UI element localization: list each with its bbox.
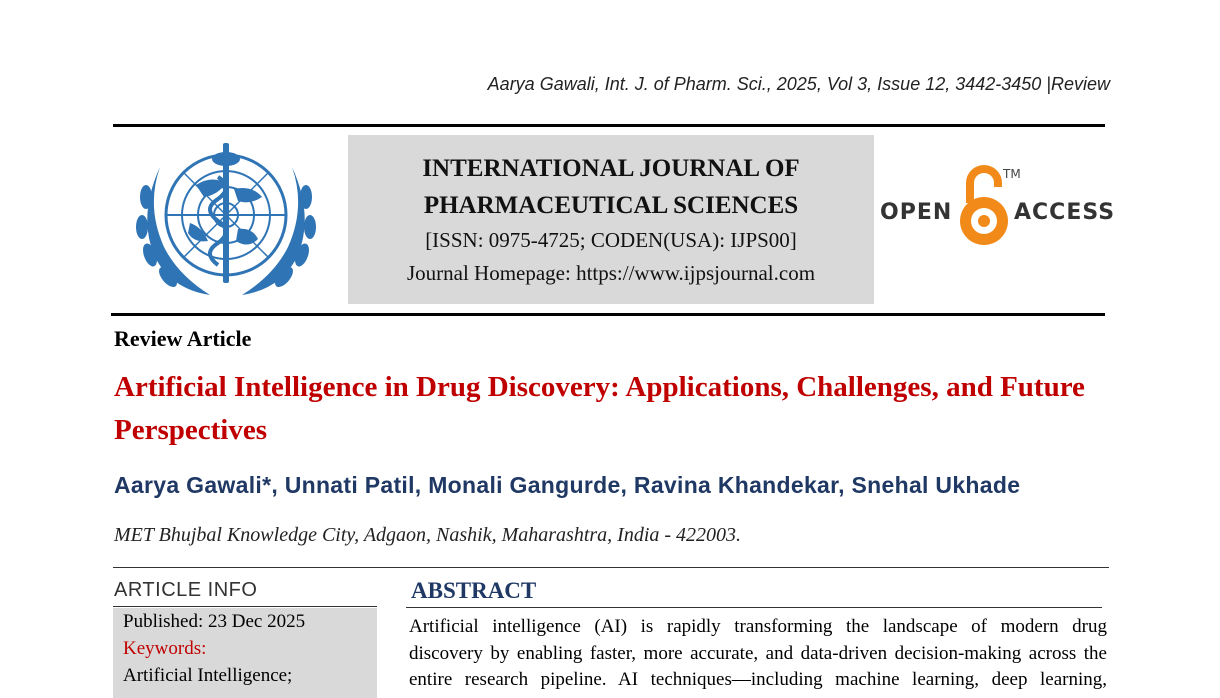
trademark-mark: TM <box>1003 167 1021 181</box>
keyword-item: Artificial Intelligence; <box>123 665 293 686</box>
journal-name-line2: PHARMACEUTICAL SCIENCES <box>423 192 799 219</box>
keywords-label: Keywords: <box>123 638 207 659</box>
article-info-box <box>113 608 377 698</box>
header-rule-top <box>113 124 1105 127</box>
author-affiliation: MET Bhujbal Knowledge City, Adgaon, Nashik, Maharashtra, India - 422003. <box>114 524 742 546</box>
journal-logo-icon <box>126 137 326 307</box>
article-info-underline <box>113 606 377 607</box>
journal-homepage-link[interactable]: Journal Homepage: https://www.ijpsjournal.com <box>406 261 816 285</box>
abstract-line: entire research pipeline. AI techniques—including machine learning, deep learning, <box>409 669 1107 690</box>
published-date: Published: 23 Dec 2025 <box>123 611 306 632</box>
abstract-body <box>409 614 1107 694</box>
open-access-right-text: ACCESS <box>1014 200 1116 225</box>
journal-issn: [ISSN: 0975-4725; CODEN(USA): IJPS00] <box>425 228 797 252</box>
article-title: Artificial Intelligence in Drug Discovery: Applications, Challenges, and Future Perspectives <box>114 371 1085 446</box>
article-type: Review Article <box>114 326 252 351</box>
open-access-logo <box>880 163 1116 253</box>
open-access-left-text: OPEN <box>880 200 953 225</box>
running-header: Aarya Gawali, Int. J. of Pharm. Sci., 2025, Vol 3, Issue 12, 3442-3450 |Review <box>487 74 1110 94</box>
journal-name <box>348 150 874 224</box>
journal-masthead <box>348 135 874 304</box>
journal-name-line1: INTERNATIONAL JOURNAL OF <box>422 155 800 182</box>
header-rule-bottom <box>111 313 1105 316</box>
section-divider <box>113 567 1109 568</box>
article-authors: Aarya Gawali*, Unnati Patil, Monali Gangurde, Ravina Khandekar, Snehal Ukhade <box>114 472 1021 498</box>
abstract-heading: ABSTRACT <box>411 578 537 603</box>
abstract-line: discovery by enabling faster, more accurate, and data-driven decision-making across the <box>409 642 1107 664</box>
abstract-line: Artificial intelligence (AI) is rapidly transforming the landscape of modern drug <box>409 616 1107 637</box>
article-info-heading: ARTICLE INFO <box>114 579 258 601</box>
abstract-underline <box>406 607 1102 608</box>
